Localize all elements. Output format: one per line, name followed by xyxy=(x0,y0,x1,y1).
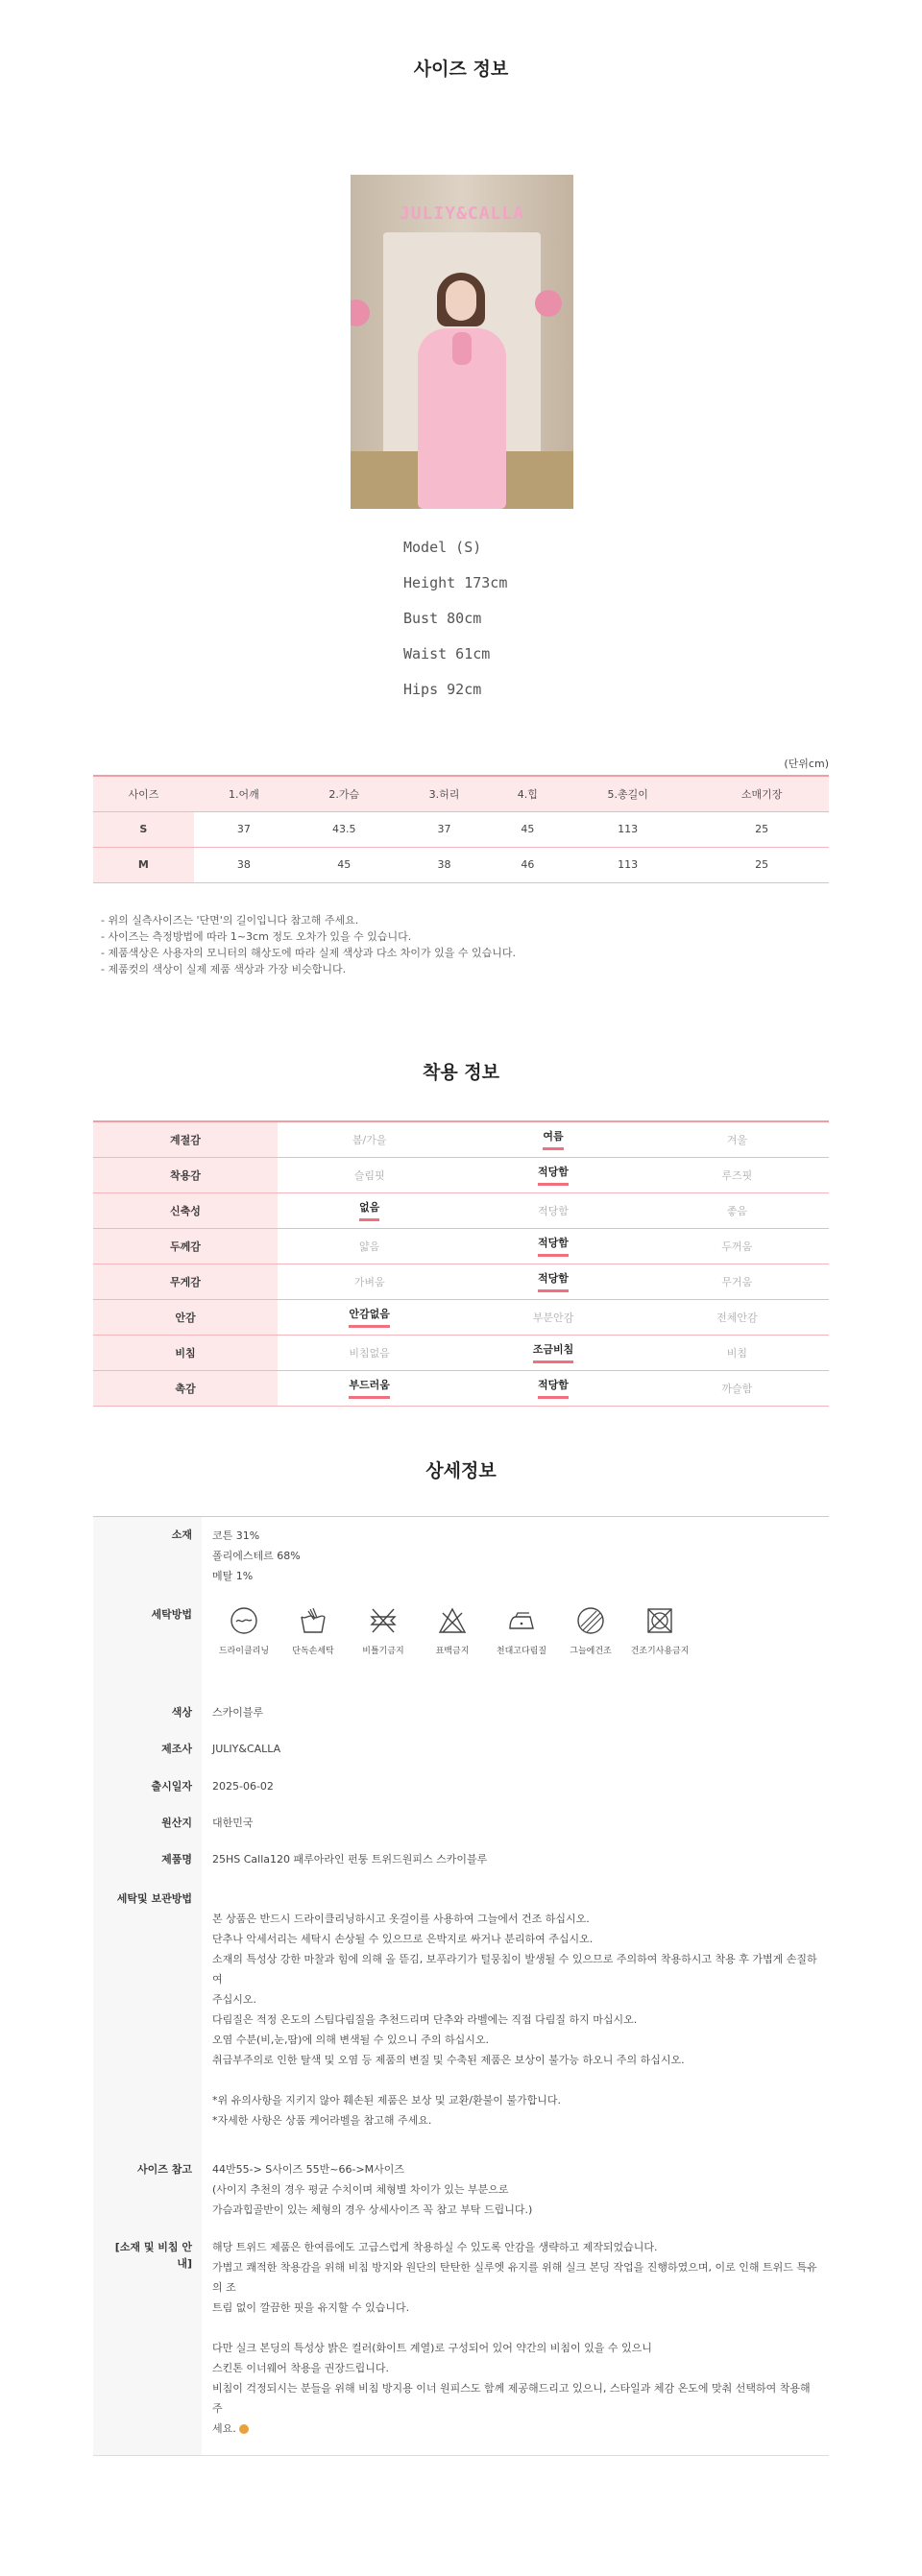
size-cell: 113 xyxy=(561,847,694,882)
fit-row-label: 신축성 xyxy=(93,1192,278,1228)
fit-option-selected-text: 적당함 xyxy=(538,1235,569,1257)
fabric-line: 트림 없이 깔끔한 핏을 유지할 수 있습니다. xyxy=(212,2301,410,2314)
fit-option-text: 전체안감 xyxy=(716,1311,758,1324)
fit-option xyxy=(645,1228,829,1264)
fit-option-text: 적당함 xyxy=(538,1204,569,1217)
fit-row-label: 착용감 xyxy=(93,1157,278,1192)
size-header-cell: 3.허리 xyxy=(394,776,494,811)
size-header-cell: 2.가슴 xyxy=(294,776,394,811)
fit-row xyxy=(93,1192,829,1228)
care-info-line: 취급부주의로 인한 탈색 및 오염 등 제품의 변질 및 수축된 제품은 보상이 불가능 하오니 주의 하십시오. xyxy=(212,2054,685,2066)
no-twist-icon xyxy=(368,1605,399,1636)
fit-option-text: 부분안감 xyxy=(532,1311,574,1324)
fit-option-text: 봄/가을 xyxy=(352,1133,387,1146)
care-info-line: 주십시오. xyxy=(212,1993,257,2006)
fit-row-label: 촉감 xyxy=(93,1370,278,1406)
size-cell: 37 xyxy=(194,811,294,847)
size-cell: 37 xyxy=(394,811,494,847)
shade-dry-icon xyxy=(575,1605,606,1636)
flower-right xyxy=(535,290,562,317)
fit-option-selected-text: 조금비침 xyxy=(533,1341,574,1363)
fit-option-selected-text: 없음 xyxy=(359,1199,379,1221)
fit-option xyxy=(645,1299,829,1335)
care-label: 표백금지 xyxy=(435,1647,470,1656)
size-cell: 25 xyxy=(694,811,829,847)
model-info xyxy=(403,530,507,708)
wash-label: 세탁방법 xyxy=(151,1608,192,1621)
model-height: Height 173cm xyxy=(403,574,508,591)
care-info-line: *자세한 사항은 상품 케어라벨을 참고해 주세요. xyxy=(212,2114,432,2127)
note-item: - 제품컷의 색상이 실제 제품 색상과 가장 비슷합니다. xyxy=(101,963,347,975)
model-size: Model (S) xyxy=(403,539,482,556)
product-name-value: 25HS Calla120 패루아라인 펀퉁 트위드원피스 스카이블루 xyxy=(212,1853,488,1866)
care-info-line: 단추나 악세서리는 세탁시 손상될 수 있으므로 은박지로 싸거나 분리하여 주십시오. xyxy=(212,1933,594,1945)
size-cell: M xyxy=(93,847,194,882)
size-ref-line: 가슴과힙골반이 있는 체형의 경우 상세사이즈 꼭 참고 부탁 드립니다.) xyxy=(212,2203,533,2216)
fit-option xyxy=(461,1192,644,1228)
size-row-s xyxy=(93,811,829,847)
size-cell: 38 xyxy=(194,847,294,882)
fit-row xyxy=(93,1299,829,1335)
fit-info-title: 착용 정보 xyxy=(422,1062,500,1083)
fit-row-label: 계절감 xyxy=(93,1121,278,1157)
fit-option xyxy=(278,1335,461,1370)
care-shade-dry xyxy=(557,1605,624,1656)
size-cell: 43.5 xyxy=(294,811,394,847)
photo-brand: JULIY&CALLA xyxy=(399,204,525,224)
product-name-label: 제품명 xyxy=(161,1853,192,1866)
material-line: 메탈 1% xyxy=(212,1570,254,1582)
size-ref-label: 사이즈 참고 xyxy=(137,2163,192,2176)
fabric-line: 비침이 걱정되시는 분들을 위해 비침 방지용 이너 원피스도 함께 제공해드리고 있으니, 스타일과 체감 온도에 맞춰 선택하여 착용해 주 xyxy=(212,2382,811,2415)
model-waist: Waist 61cm xyxy=(403,645,491,662)
size-cell: S xyxy=(93,811,194,847)
fit-option xyxy=(645,1192,829,1228)
fit-option xyxy=(461,1299,644,1335)
care-label: 드라이클리닝 xyxy=(218,1647,270,1656)
care-info-line: 본 상품은 반드시 드라이클리닝하시고 옷걸이를 사용하여 그늘에서 건조 하십시오. xyxy=(212,1913,590,1925)
size-notes xyxy=(101,912,516,977)
note-item: - 위의 실측사이즈는 '단면'의 길이입니다 참고해 주세요. xyxy=(101,914,359,927)
fit-row xyxy=(93,1121,829,1157)
care-hand-wash xyxy=(279,1605,347,1656)
low-iron-icon xyxy=(506,1605,537,1636)
fit-row xyxy=(93,1157,829,1192)
fit-row-label: 두께감 xyxy=(93,1228,278,1264)
fit-option-text: 좋음 xyxy=(726,1204,747,1217)
fit-option-selected xyxy=(461,1121,644,1157)
size-table xyxy=(93,775,829,883)
size-cell: 45 xyxy=(495,811,561,847)
note-item: - 사이즈는 측정방법에 따라 1~3cm 정도 오차가 있을 수 있습니다. xyxy=(101,930,412,943)
fit-option xyxy=(278,1228,461,1264)
fit-option-selected xyxy=(461,1264,644,1299)
fit-option-text: 슬림핏 xyxy=(353,1168,385,1182)
size-header-cell: 1.어깨 xyxy=(194,776,294,811)
fabric-value xyxy=(212,2237,819,2439)
detail-bottom-divider xyxy=(93,2455,829,2456)
care-info-line: 소재의 특성상 강한 마찰과 힘에 의해 올 뜯김, 보푸라기가 털뭉침이 발생될 수 있으므로 주의하여 착용하시고 착용 후 가볍게 손질하여 xyxy=(212,1953,817,1986)
size-cell: 45 xyxy=(294,847,394,882)
fit-row xyxy=(93,1228,829,1264)
size-cell: 25 xyxy=(694,847,829,882)
fabric-line: 스킨톤 이너웨어 착용을 권장드립니다. xyxy=(212,2362,390,2374)
fit-option-selected-text: 부드러움 xyxy=(349,1377,390,1399)
care-info-line: 다림질은 적정 온도의 스팀다림질을 추천드리며 단추와 라벨에는 직접 다림질 하지 마십시오. xyxy=(212,2013,638,2026)
fit-option-text: 무거움 xyxy=(721,1275,753,1288)
model-photo xyxy=(351,175,573,509)
dry-clean-icon xyxy=(229,1605,259,1636)
care-dry-clean xyxy=(210,1605,278,1656)
fabric-line: 해당 트위드 제품은 한여름에도 고급스럽게 착용하실 수 있도록 안감을 생략하고 제작되었습니다. xyxy=(212,2241,658,2253)
fit-table xyxy=(93,1120,829,1407)
fabric-line: 가볍고 쾌적한 착용감을 위해 비침 방지와 원단의 탄탄한 실루엣 유지를 위해 실크 본딩 작업을 진행하였으며, 이로 인해 트위드 특유의 조 xyxy=(212,2261,817,2294)
size-info-title: 사이즈 정보 xyxy=(413,59,509,80)
care-label: 그늘에건조 xyxy=(570,1647,612,1656)
detail-info-title: 상세정보 xyxy=(425,1460,497,1481)
care-label: 단독손세탁 xyxy=(292,1647,334,1656)
care-label: 비틀기금지 xyxy=(362,1647,404,1656)
note-item: - 제품색상은 사용자의 모니터의 해상도에 따라 실제 색상과 다소 차이가 있을 수 있습니다. xyxy=(101,947,516,959)
color-label: 색상 xyxy=(171,1706,192,1719)
care-no-bleach xyxy=(419,1605,486,1656)
material-label: 소재 xyxy=(171,1529,192,1541)
model-hips: Hips 92cm xyxy=(403,681,482,698)
care-label: 건조기사용금지 xyxy=(630,1647,690,1656)
origin-label: 원산지 xyxy=(161,1817,192,1829)
color-value: 스카이블루 xyxy=(212,1706,264,1719)
date-value: 2025-06-02 xyxy=(212,1780,274,1793)
fabric-label-line: [소재 및 비침 안 xyxy=(114,2241,192,2253)
size-cell: 38 xyxy=(394,847,494,882)
fabric-line-last xyxy=(212,2419,819,2439)
care-info-value xyxy=(212,1909,819,2131)
spacer xyxy=(212,2318,819,2338)
no-bleach-icon xyxy=(437,1605,468,1636)
fit-option-selected xyxy=(278,1192,461,1228)
fit-option xyxy=(278,1121,461,1157)
size-header-cell: 5.총길이 xyxy=(561,776,694,811)
care-no-tumble-dry xyxy=(626,1605,693,1656)
fit-option-selected-text: 적당함 xyxy=(538,1270,569,1292)
fit-option-selected-text: 적당함 xyxy=(538,1377,569,1399)
fabric-label xyxy=(93,2239,192,2272)
care-info-label: 세탁및 보관방법 xyxy=(116,1892,192,1905)
material-value xyxy=(212,1526,819,1586)
smile-emoji-icon xyxy=(239,2424,249,2434)
size-header-cell: 소매기장 xyxy=(694,776,829,811)
care-info-line: *위 유의사항을 지키지 않아 훼손된 제품은 보상 및 교환/환불이 불가합니다. xyxy=(212,2094,561,2107)
material-line: 코튼 31% xyxy=(212,1529,260,1542)
fit-row-label: 비침 xyxy=(93,1335,278,1370)
hand-wash-icon xyxy=(298,1605,328,1636)
size-table-header xyxy=(93,776,829,811)
care-no-twist xyxy=(350,1605,417,1656)
unit-label: (단위cm) xyxy=(784,758,829,770)
fit-option-text: 비침 xyxy=(726,1346,747,1360)
dress-bow xyxy=(452,332,472,365)
fit-option-selected-text: 안감없음 xyxy=(349,1306,390,1328)
fit-option-selected xyxy=(461,1335,644,1370)
fit-option-selected xyxy=(278,1299,461,1335)
fit-option-text: 루즈핏 xyxy=(721,1168,753,1182)
fit-option-text: 얇음 xyxy=(359,1240,380,1253)
fit-option-selected xyxy=(278,1370,461,1406)
maker-value: JULIY&CALLA xyxy=(212,1743,281,1755)
fit-option xyxy=(278,1157,461,1192)
fabric-label-line: 내] xyxy=(177,2257,192,2270)
fit-option-text: 까슬함 xyxy=(721,1382,753,1395)
size-ref-value xyxy=(212,2159,819,2220)
fit-option-text: 가벼움 xyxy=(353,1275,385,1288)
size-ref-line: 44반55-> S사이즈 55반~66->M사이즈 xyxy=(212,2163,405,2176)
material-line: 폴리에스테르 68% xyxy=(212,1550,301,1562)
fit-option xyxy=(645,1157,829,1192)
care-low-iron xyxy=(488,1605,555,1656)
fit-option-selected xyxy=(461,1228,644,1264)
model-bust: Bust 80cm xyxy=(403,610,482,627)
fit-row-label: 안감 xyxy=(93,1299,278,1335)
detail-top-divider xyxy=(93,1516,829,1517)
fit-option-text: 두꺼움 xyxy=(721,1240,753,1253)
fit-option-selected xyxy=(461,1370,644,1406)
size-cell: 113 xyxy=(561,811,694,847)
size-cell: 46 xyxy=(495,847,561,882)
fit-row xyxy=(93,1370,829,1406)
no-tumble-dry-icon xyxy=(644,1605,675,1636)
care-label: 천대고다림질 xyxy=(496,1647,547,1656)
detail-label-column xyxy=(93,1517,202,2455)
fit-option-selected xyxy=(461,1157,644,1192)
size-row-m xyxy=(93,847,829,882)
care-info-line: 오염 수분(비,눈,땀)에 의해 변색될 수 있으니 주의 하십시오. xyxy=(212,2034,489,2046)
fit-option-text: 겨울 xyxy=(726,1133,747,1146)
spacer xyxy=(212,2070,819,2090)
fabric-line: 세요. xyxy=(212,2422,236,2435)
model-face xyxy=(446,280,476,321)
fit-option xyxy=(645,1264,829,1299)
fit-option xyxy=(645,1121,829,1157)
fit-option-text: 비침없음 xyxy=(349,1346,390,1360)
size-header-cell: 사이즈 xyxy=(93,776,194,811)
maker-label: 제조사 xyxy=(161,1743,192,1755)
fit-option xyxy=(645,1370,829,1406)
fit-option xyxy=(645,1335,829,1370)
fabric-line: 다만 실크 본딩의 특성상 밝은 컬러(화이트 계열)로 구성되어 있어 약간의 비침이 있을 수 있으니 xyxy=(212,2342,652,2354)
origin-value: 대한민국 xyxy=(212,1817,254,1829)
fit-row-label: 무게감 xyxy=(93,1264,278,1299)
fit-row xyxy=(93,1264,829,1299)
fit-option-selected-text: 여름 xyxy=(543,1128,563,1150)
fit-option xyxy=(278,1264,461,1299)
size-header-cell: 4.힙 xyxy=(495,776,561,811)
date-label: 출시일자 xyxy=(151,1780,192,1793)
size-ref-line: (사이지 추천의 경우 평균 수치이며 체형별 차이가 있는 부분으로 xyxy=(212,2183,509,2196)
fit-row xyxy=(93,1335,829,1370)
fit-option-selected-text: 적당함 xyxy=(538,1164,569,1186)
